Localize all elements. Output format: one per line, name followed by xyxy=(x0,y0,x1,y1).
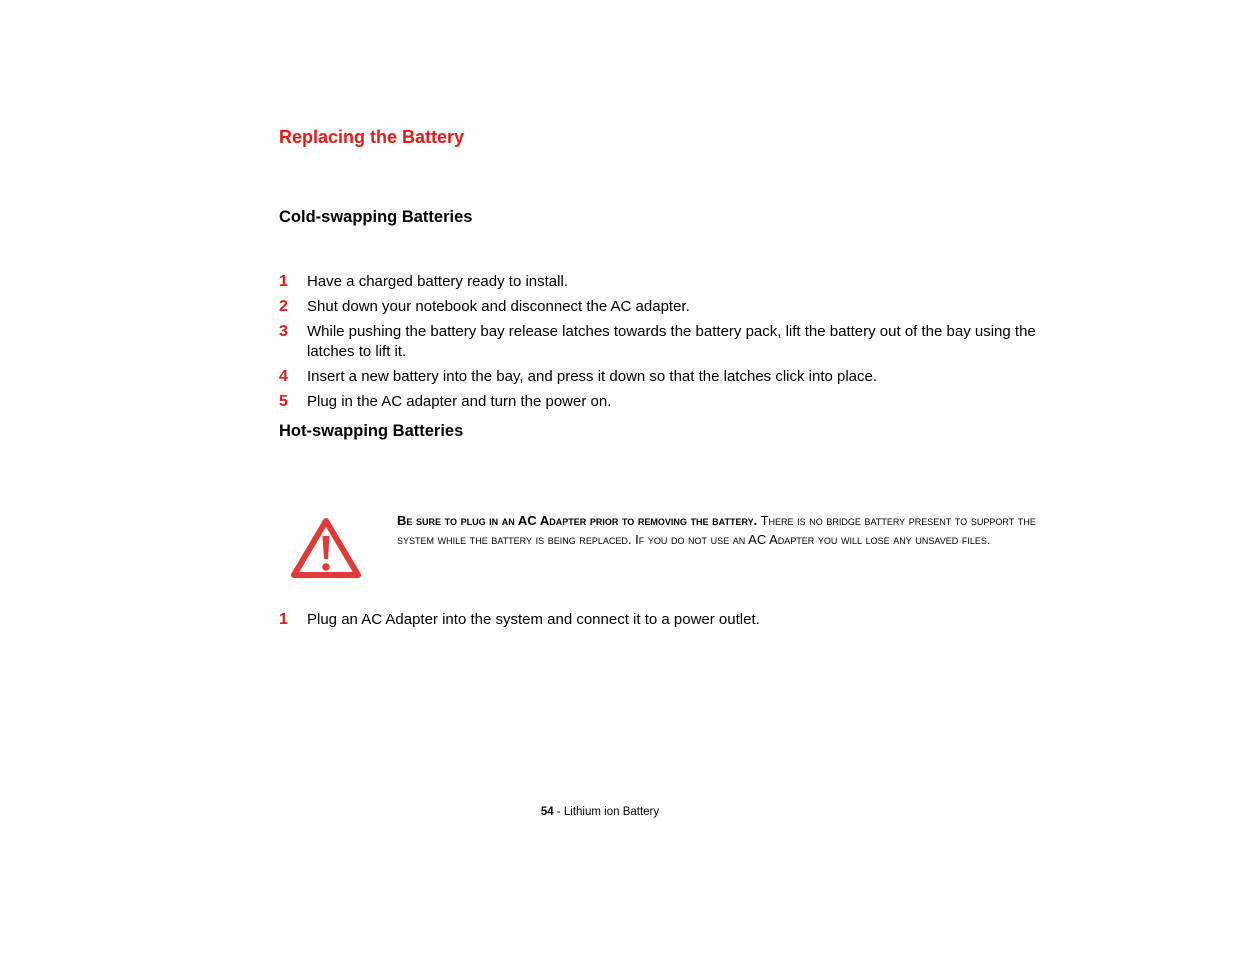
step-text: Shut down your notebook and disconnect the AC adapter. xyxy=(307,298,690,315)
hot-swap-steps xyxy=(279,610,1069,635)
step-text: Have a charged battery ready to install. xyxy=(307,273,568,290)
step-number: 1 xyxy=(279,611,288,628)
page-number: 54 xyxy=(540,806,554,818)
section-title: Replacing the Battery xyxy=(279,127,465,147)
warning-body-text: There is no bridge battery present to support the system while the battery is being replaced. If you do not use an AC Adapter you will lose any unsaved files. xyxy=(397,513,1036,547)
warning-callout xyxy=(290,512,1060,584)
step-number: 3 xyxy=(279,323,288,340)
step-text: Plug in the AC adapter and turn the power on. xyxy=(307,393,612,410)
cold-swap-steps xyxy=(279,272,1069,417)
warning-triangle-icon xyxy=(290,516,362,580)
cold-swap-heading: Cold-swapping Batteries xyxy=(279,208,473,226)
warning-text xyxy=(397,512,1057,549)
footer-separator: - xyxy=(553,806,564,818)
warning-bold-text: Be sure to plug in an AC Adapter prior to removing the battery. xyxy=(397,513,758,528)
step-item xyxy=(279,297,1069,317)
step-text: Insert a new battery into the bay, and press it down so that the latches click into place. xyxy=(307,368,878,385)
step-item xyxy=(279,610,1069,630)
hot-swap-heading: Hot-swapping Batteries xyxy=(279,422,464,440)
page-footer xyxy=(0,806,1200,818)
footer-chapter: Lithium ion Battery xyxy=(563,806,660,818)
step-number: 2 xyxy=(279,298,288,315)
step-text: While pushing the battery bay release latches towards the battery pack, lift the battery out of the bay using the latches to lift it. xyxy=(307,323,1036,360)
step-item xyxy=(279,272,1069,292)
step-item xyxy=(279,322,1069,362)
step-number: 4 xyxy=(279,368,288,385)
step-item xyxy=(279,392,1069,412)
step-number: 1 xyxy=(279,273,288,290)
step-item xyxy=(279,367,1069,387)
step-number: 5 xyxy=(279,393,288,410)
step-text: Plug an AC Adapter into the system and connect it to a power outlet. xyxy=(307,611,760,628)
